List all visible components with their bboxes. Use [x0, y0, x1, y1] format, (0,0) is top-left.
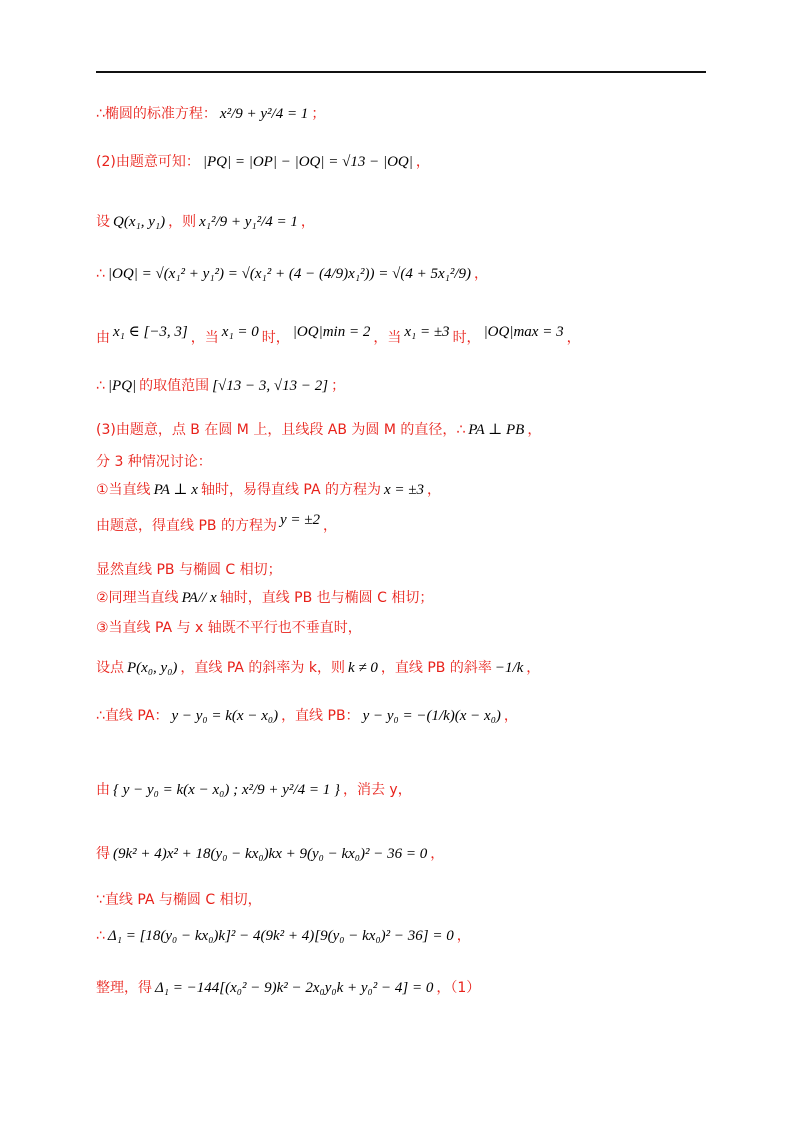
solution-text: ， — [474, 266, 489, 282]
formula: Δ₁ = [18(y₀ − kx₀)k]² − 4(9k² + 4)[9(y₀ − kx₀)² − 36] = 0 — [107, 928, 454, 944]
solution-text: ∴直线 PA： — [96, 708, 169, 724]
formula: PA ⊥ PB — [468, 422, 525, 438]
formula: |PQ| — [107, 378, 137, 394]
solution-line — [96, 706, 518, 726]
solution-line — [96, 212, 315, 232]
solution-line — [96, 420, 541, 440]
solution-text: ①当直线 — [96, 482, 151, 498]
solution-text: 设点 — [96, 660, 124, 676]
solution-text: 轴时，直线 PB 也与椭圆 C 相切； — [219, 590, 434, 606]
solution-text: ②同理当直线 — [96, 590, 179, 606]
formula: |OQ|max = 3 — [483, 324, 564, 340]
solution-line — [96, 658, 540, 678]
solution-text: ∴椭圆的标准方程： — [96, 106, 217, 122]
solution-text: ，直线 PA 的斜率为 k，则 — [180, 660, 345, 676]
solution-text: ∴ — [96, 266, 105, 282]
formula: −1/k — [494, 660, 524, 676]
formula: x₁ = ±3 — [404, 324, 450, 340]
solution-line — [96, 264, 488, 284]
formula: k ≠ 0 — [348, 660, 378, 676]
formula: Q(x₁, y₁) — [113, 214, 166, 230]
solution-text: ， — [527, 422, 542, 438]
formula: x₁ = 0 — [221, 324, 259, 340]
formula: |PQ| = |OP| − |OQ| = √13 − |OQ| — [202, 154, 413, 170]
formula: x₁ ∈ [−3, 3] — [113, 324, 188, 340]
solution-text: 分 3 种情况讨论： — [96, 454, 212, 470]
solution-line — [96, 890, 262, 910]
solution-text: (2)由题意可知： — [96, 154, 200, 170]
solution-text: 设 — [96, 214, 110, 230]
solution-text: ，直线 PB 的斜率 — [380, 660, 492, 676]
solution-text: ， — [503, 708, 518, 724]
solution-text: 显然直线 PB 与椭圆 C 相切； — [96, 562, 282, 578]
solution-text: ，直线 PB： — [281, 708, 360, 724]
solution-line — [96, 104, 325, 124]
solution-text: 的取值范围 — [139, 378, 210, 394]
solution-line — [96, 324, 581, 348]
solution-text: ， — [300, 214, 315, 230]
solution-text: ， — [566, 330, 581, 346]
formula: y − y₀ = k(x − x₀) — [171, 708, 279, 724]
formula: P(x₀, y₀) — [127, 660, 178, 676]
solution-text: ， — [322, 518, 337, 534]
formula: |OQ|min = 2 — [292, 324, 371, 340]
solution-line — [96, 452, 212, 472]
solution-text: (3)由题意，点 B 在圆 M 上，且线段 AB 为圆 M 的直径，∴ — [96, 422, 466, 438]
solution-text: ∵直线 PA 与椭圆 C 相切， — [96, 892, 262, 908]
formula: { y − y₀ = k(x − x₀) ; x²/9 + y²/4 = 1 } — [113, 782, 340, 798]
solution-line — [96, 844, 444, 864]
solution-line — [96, 512, 337, 536]
solution-text: ，（1） — [436, 980, 481, 996]
solution-text: ，当 — [190, 330, 219, 346]
formula: Δ₁ = −144[(x₀² − 9)k² − 2x₀y₀k + y₀² − 4] = 0 — [155, 980, 434, 996]
header-rule — [96, 71, 706, 73]
solution-line — [96, 978, 480, 998]
solution-line — [96, 618, 362, 638]
solution-text: ③当直线 PA 与 x 轴既不平行也不垂直时， — [96, 620, 362, 636]
solution-text: 由 — [96, 782, 110, 798]
solution-text: 时， — [261, 330, 290, 346]
solution-text: ， — [456, 928, 471, 944]
solution-text: ， — [427, 482, 441, 498]
solution-text: ， — [415, 154, 430, 170]
formula: |OQ| = √(x₁² + y₁²) = √(x₁² + (4 − (4/9)x₁²)) = √(4 + 5x₁²/9) — [107, 266, 472, 282]
solution-text: ； — [331, 378, 346, 394]
formula: PA// x — [181, 590, 217, 606]
solution-text: ∴ — [96, 928, 105, 944]
formula: x₁²/9 + y₁²/4 = 1 — [199, 214, 298, 230]
solution-text: ，当 — [373, 330, 402, 346]
solution-text: 由题意，得直线 PB 的方程为 — [96, 518, 277, 534]
formula: (9k² + 4)x² + 18(y₀ − kx₀)kx + 9(y₀ − kx₀)² − 36 = 0 — [113, 846, 428, 862]
solution-text: ， — [430, 846, 445, 862]
solution-text: 由 — [96, 330, 110, 346]
formula: x²/9 + y²/4 = 1 — [219, 106, 309, 122]
solution-text: 得 — [96, 846, 110, 862]
solution-text: ∴ — [96, 378, 105, 394]
formula: [√13 − 3, √13 − 2] — [212, 378, 329, 394]
solution-line — [96, 926, 471, 946]
solution-text: ， — [526, 660, 541, 676]
solution-line — [96, 780, 412, 800]
solution-line — [96, 152, 430, 172]
solution-text: ； — [311, 106, 326, 122]
formula: PA ⊥ x — [153, 482, 198, 498]
solution-line — [96, 588, 433, 608]
formula: x = ±3 — [383, 482, 424, 498]
solution-text: 整理，得 — [96, 980, 152, 996]
solution-text: ，则 — [168, 214, 197, 230]
solution-line — [96, 560, 282, 580]
solution-line — [96, 480, 441, 500]
solution-text: 时， — [452, 330, 481, 346]
solution-text: ，消去 y， — [342, 782, 412, 798]
formula: y = ±2 — [279, 512, 320, 528]
solution-line — [96, 376, 345, 396]
formula: y − y₀ = −(1/k)(x − x₀) — [362, 708, 501, 724]
solution-text: 轴时，易得直线 PA 的方程为 — [200, 482, 381, 498]
